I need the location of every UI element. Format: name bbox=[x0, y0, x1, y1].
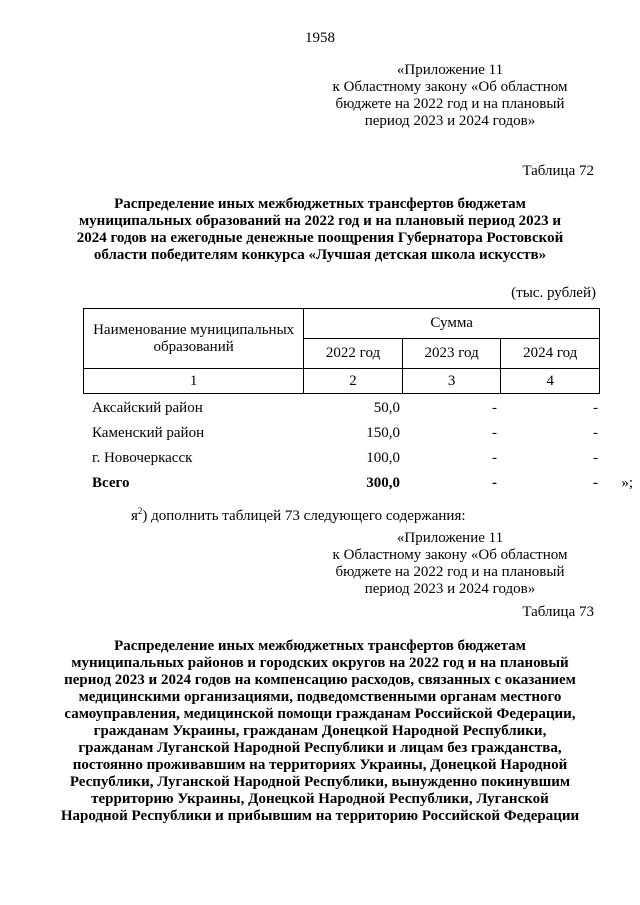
row-2024: - bbox=[593, 400, 598, 416]
appendix-header-2 bbox=[300, 530, 600, 598]
column-number: 3 bbox=[402, 369, 501, 394]
title-line: муниципальных районов и городских округов на 2022 год и на плановый bbox=[71, 655, 569, 671]
column-number: 4 bbox=[501, 369, 600, 394]
table-72-label: Таблица 72 bbox=[522, 163, 594, 179]
instruction-superscript: 2 bbox=[137, 506, 143, 516]
appendix-line: к Областному закону «Об областном bbox=[332, 547, 568, 563]
title-line: Распределение иных межбюджетных трансфертов бюджетам bbox=[114, 638, 526, 654]
row-2022: 50,0 bbox=[373, 400, 400, 416]
appendix-line: бюджете на 2022 год и на плановый bbox=[335, 564, 565, 580]
appendix-line: «Приложение 11 bbox=[396, 62, 504, 78]
title-line: 2024 годов на ежегодные денежные поощрения Губернатора Ростовской bbox=[76, 230, 564, 246]
units-label: (тыс. рублей) bbox=[511, 285, 596, 301]
title-line: территорию Украины, Донецкой Народной Республики, Луганской bbox=[91, 791, 549, 807]
table-total-row bbox=[83, 475, 633, 497]
title-line: период 2023 и 2024 годов на компенсацию расходов, связанных с оказанием bbox=[64, 672, 576, 688]
title-line: Республики, Луганской Народной Республики, вынужденно покинувшим bbox=[69, 774, 571, 790]
table-73-label: Таблица 73 bbox=[522, 604, 594, 620]
appendix-line: период 2023 и 2024 годов» bbox=[364, 581, 536, 597]
page-number: 1958 bbox=[305, 30, 335, 46]
row-2022: 100,0 bbox=[366, 450, 400, 466]
header-year-2024: 2024 год bbox=[501, 339, 600, 369]
total-2022: 300,0 bbox=[366, 475, 400, 491]
instruction-prefix: я bbox=[131, 508, 138, 524]
appendix-line: период 2023 и 2024 годов» bbox=[364, 113, 536, 129]
row-2022: 150,0 bbox=[366, 425, 400, 441]
column-number: 2 bbox=[304, 369, 403, 394]
table-row bbox=[83, 425, 600, 447]
header-year-2023: 2023 год bbox=[402, 339, 501, 369]
table-72-title bbox=[60, 196, 580, 264]
row-name: г. Новочеркасск bbox=[92, 450, 193, 466]
title-line: гражданам Украины, гражданам Донецкой Народной Республики, bbox=[93, 723, 547, 739]
appendix-line: бюджете на 2022 год и на плановый bbox=[335, 96, 565, 112]
appendix-line: «Приложение 11 bbox=[396, 530, 504, 546]
header-sum: Сумма bbox=[304, 309, 600, 339]
title-line: самоуправления, медицинской помощи гражданам Российской Федерации, bbox=[64, 706, 576, 722]
title-line: области победителям конкурса «Лучшая детская школа искусств» bbox=[93, 247, 547, 263]
title-line: Распределение иных межбюджетных трансфертов бюджетам bbox=[114, 196, 526, 212]
instruction-text: ) дополнить таблицей 73 следующего содержания: bbox=[142, 508, 466, 524]
row-2023: - bbox=[492, 425, 497, 441]
title-line: постоянно проживавшим на территориях Украины, Донецкой Народной bbox=[72, 757, 568, 773]
table-73-title bbox=[40, 638, 600, 825]
total-2023: - bbox=[492, 475, 497, 491]
table-row bbox=[83, 450, 600, 472]
table-row bbox=[83, 400, 600, 422]
title-line: медицинскими организациями, подведомственными органам местного bbox=[78, 689, 562, 705]
row-2024: - bbox=[593, 425, 598, 441]
row-2024: - bbox=[593, 450, 598, 466]
row-2023: - bbox=[492, 400, 497, 416]
row-name: Каменский район bbox=[92, 425, 205, 441]
header-year-2022: 2022 год bbox=[304, 339, 403, 369]
appendix-header-1 bbox=[300, 62, 600, 130]
total-2024: - bbox=[593, 475, 598, 491]
title-line: муниципальных образований на 2022 год и на плановый период 2023 и bbox=[78, 213, 562, 229]
header-name-column: Наименование муниципальных образований bbox=[84, 309, 304, 369]
title-line: Народной Республики и прибывшим на территорию Российской Федерации bbox=[60, 808, 580, 824]
closing-mark: »; bbox=[621, 475, 633, 491]
total-name: Всего bbox=[92, 475, 130, 491]
table-72-header bbox=[83, 308, 600, 394]
title-line: гражданам Луганской Народной Республики и лицам без гражданства, bbox=[78, 740, 562, 756]
instruction-line bbox=[131, 508, 466, 525]
row-name: Аксайский район bbox=[92, 400, 203, 416]
row-2023: - bbox=[492, 450, 497, 466]
column-number: 1 bbox=[84, 369, 304, 394]
appendix-line: к Областному закону «Об областном bbox=[332, 79, 568, 95]
